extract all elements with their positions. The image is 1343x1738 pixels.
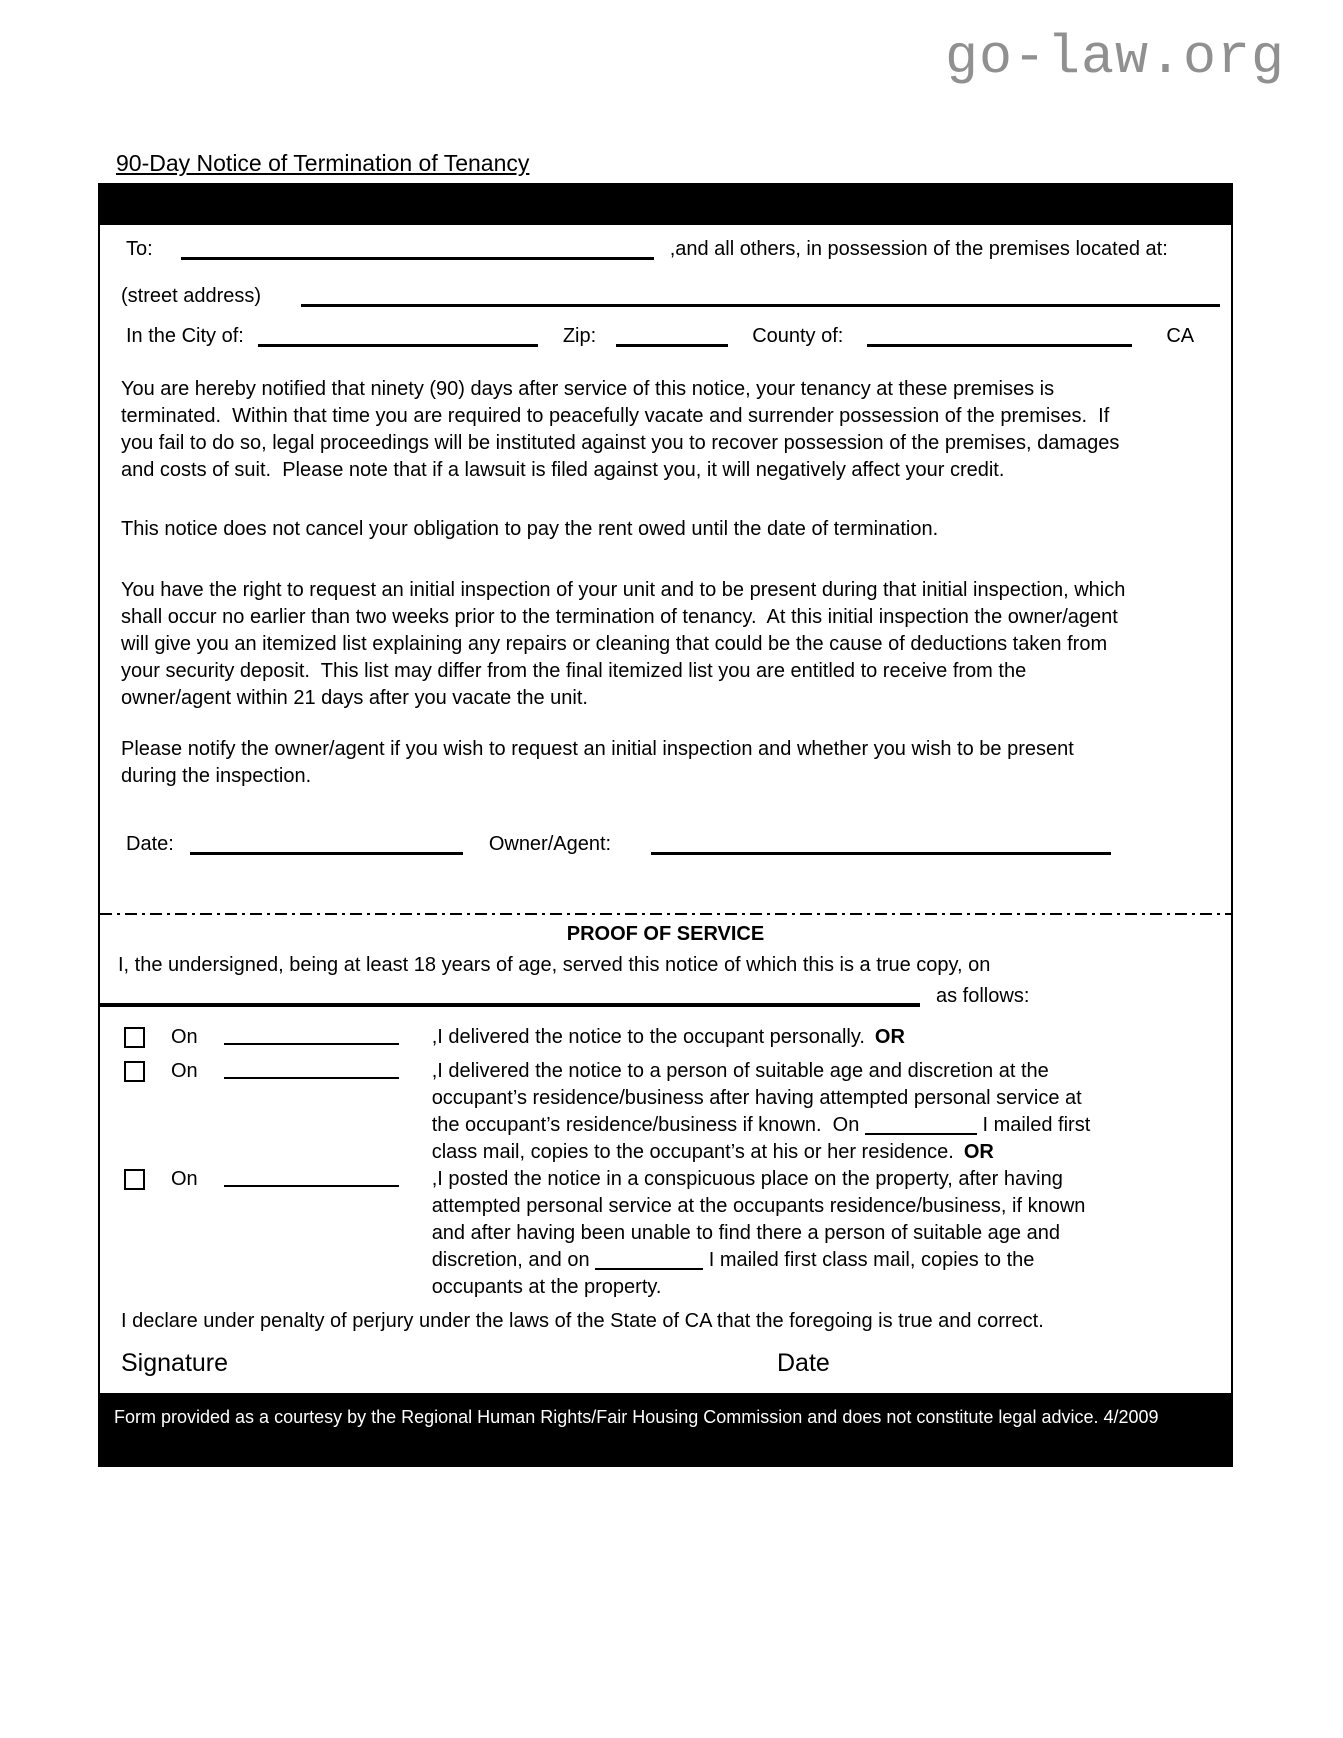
owner-agent-label: Owner/Agent: (488, 833, 612, 855)
to-name-blank[interactable] (181, 240, 654, 260)
perjury-declaration: I declare under penalty of perjury under the laws of the State of CA that the foregoing is true and correct. (121, 1310, 1044, 1332)
county-blank[interactable] (867, 327, 1132, 347)
service-option-2-checkbox[interactable] (124, 1061, 145, 1082)
signature-date-label: Date (777, 1349, 830, 1377)
top-black-bar (98, 183, 1233, 225)
signature-label: Signature (121, 1349, 229, 1377)
service-option-2 (124, 1058, 1221, 1166)
service-option-1-checkbox[interactable] (124, 1027, 145, 1048)
service-option-2-text-part2: I mailed first class mail, copies to the occupant’s at his or her residence. (431, 1114, 1096, 1163)
notice-paragraph-1: You are hereby notified that ninety (90) days after service of this notice, your tenancy at these premises is terminated. Within that time you are required to peacefully vacate and surrender possession of the premises. If you fail to do so, legal proceedings will be instituted against you to recover possession of the premises, damages and costs of suit. Please note that if a lawsuit is filed against you, it will negatively affect your credit. (121, 378, 1125, 481)
service-option-3-checkbox[interactable] (124, 1169, 145, 1190)
zip-label: Zip: (562, 325, 597, 347)
service-option-1-text-body: ,I delivered the notice to the occupant personally. (431, 1026, 865, 1048)
street-address-label: (street address) (121, 285, 262, 307)
service-option-3 (124, 1166, 1221, 1301)
service-option-3-text-part1: ,I posted the notice in a conspicuous place on the property, after having attempted personal service at the occupants residence/business, if known and after having been unable to find there a person of suitable age and discretion, and on (431, 1168, 1091, 1271)
service-option-2-on-label: On (171, 1060, 198, 1082)
service-option-3-text-part2: I mailed first class mail, copies to the occupants at the property. (431, 1249, 1040, 1298)
service-options (124, 1024, 1221, 1301)
notice-paragraph-3: You have the right to request an initial inspection of your unit and to be present during that initial inspection, which shall occur no earlier than two weeks prior to the termination of tenancy. At this initial inspection the owner/agent will give you an itemized list explaining any repairs or cleaning that could be the cause of deductions taken from your security deposit. This list may differ from the final itemized list you are entitled to receive from the owner/agent within 21 days after you vacate the unit. (121, 579, 1131, 709)
to-label: To: (126, 238, 153, 260)
service-option-1-or: OR (874, 1026, 905, 1048)
service-option-3-date-blank[interactable] (224, 1169, 399, 1187)
owner-agent-blank[interactable] (651, 835, 1111, 855)
zip-blank[interactable] (616, 327, 728, 347)
document-title: 90-Day Notice of Termination of Tenancy (116, 150, 530, 176)
signature-row (121, 1348, 1231, 1380)
street-address-blank[interactable] (301, 287, 1220, 307)
notice-paragraph-4: Please notify the owner/agent if you wish to request an initial inspection and whether you wish to be present during the inspection. (121, 738, 1080, 787)
served-name-blank[interactable] (100, 987, 920, 1007)
as-follows-label: as follows: (936, 985, 1030, 1007)
service-option-3-text (432, 1166, 1104, 1301)
service-option-2-text-part1: ,I delivered the notice to a person of suitable age and discretion at the occupant’s residence/business after having attempted personal service at the occupant’s residence/business if known. On (431, 1060, 1088, 1136)
street-address-row (121, 283, 1220, 310)
service-option-1-text (432, 1024, 1104, 1051)
service-option-1-date-blank[interactable] (224, 1027, 399, 1045)
service-option-2-text (432, 1058, 1104, 1166)
notice-form (98, 183, 1233, 1467)
footer-bar (98, 1393, 1233, 1467)
notice-paragraph-2: This notice does not cancel your obligation to pay the rent owed until the date of termination. (121, 518, 939, 540)
service-option-1 (124, 1024, 1221, 1051)
service-option-2-mailed-date-blank[interactable] (865, 1119, 977, 1135)
notice-date-blank[interactable] (190, 835, 463, 855)
city-blank[interactable] (258, 327, 538, 347)
proof-of-service-heading: PROOF OF SERVICE (566, 923, 765, 945)
service-option-2-or: OR (963, 1141, 994, 1163)
to-row (126, 236, 1168, 263)
to-suffix: ,and all others, in possession of the premises located at: (669, 238, 1168, 260)
section-divider (100, 913, 1231, 915)
city-zip-county-row (126, 323, 1231, 350)
proof-intro: I, the undersigned, being at least 18 years of age, served this notice of which this is a true copy, on (118, 954, 991, 976)
city-label: In the City of: (126, 325, 244, 347)
notice-date-label: Date: (126, 833, 174, 855)
service-option-2-date-blank[interactable] (224, 1061, 399, 1079)
footer-text: Form provided as a courtesy by the Regional Human Rights/Fair Housing Commission and does not constitute legal advice. 4/2009 (114, 1407, 1159, 1427)
service-option-1-on-label: On (171, 1026, 198, 1048)
county-label: County of: (752, 325, 844, 347)
served-name-row (100, 983, 1029, 1010)
service-option-3-on-label: On (171, 1168, 198, 1190)
state-value: CA (1166, 325, 1195, 347)
site-watermark: go-law.org (944, 26, 1285, 89)
service-option-3-mailed-date-blank[interactable] (595, 1254, 703, 1270)
date-owner-row (126, 831, 1111, 858)
